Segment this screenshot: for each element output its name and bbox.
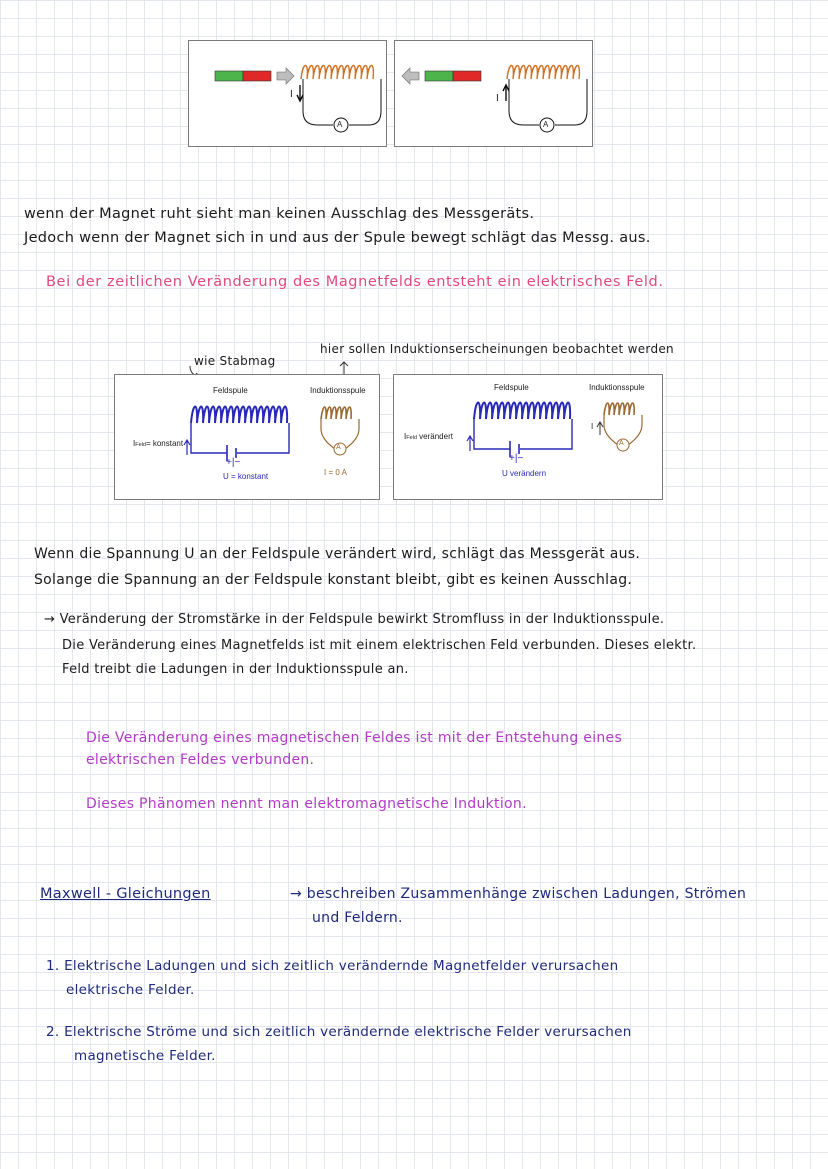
magnet-diagram-b-svg bbox=[395, 41, 592, 146]
coil-diagram-right bbox=[393, 374, 663, 500]
bar-magnet-green-pole bbox=[215, 71, 243, 81]
summary-line-2: elektrischen Feldes verbunden. bbox=[86, 752, 315, 768]
measured-current-label-left: I = 0 A bbox=[324, 468, 347, 477]
arrow-note-line-1: → Veränderung der Stromstärke in der Feldspule bewirkt Stromfluss in der Induktionsspule. bbox=[44, 612, 665, 627]
note-line-1: wenn der Magnet ruht sieht man keinen Ausschlag des Messgeräts. bbox=[24, 206, 535, 222]
feld-current-suffix: verändert bbox=[416, 432, 453, 441]
maxwell-desc-line-2: und Feldern. bbox=[312, 910, 403, 926]
feld-current-arrow-icon bbox=[184, 440, 190, 455]
arrow-note-line-2: Die Veränderung eines Magnetfelds ist mit einem elektrischen Feld verbunden. Dieses elektr. bbox=[62, 638, 697, 653]
feld-current-main: I bbox=[404, 432, 407, 441]
induktionsspule-label-right: Induktionsspule bbox=[589, 383, 645, 392]
annotation-left: wie Stabmag bbox=[194, 354, 276, 368]
induced-current-arrow-icon bbox=[597, 422, 603, 435]
maxwell-item-1-line-2: elektrische Felder. bbox=[66, 982, 195, 998]
maxwell-item-1-line-1: 1. Elektrische Ladungen und sich zeitlich verändernde Magnetfelder verursachen bbox=[46, 958, 619, 974]
field-circuit-left bbox=[191, 423, 289, 453]
maxwell-heading: Maxwell - Gleichungen bbox=[40, 886, 211, 902]
motion-arrow-left-icon bbox=[402, 68, 419, 84]
feld-current-sub: Feld bbox=[135, 442, 146, 448]
feld-current-arrow-icon bbox=[467, 436, 473, 451]
maxwell-item-2-line-1: 2. Elektrische Ströme und sich zeitlich verändernde elektrische Felder verursachen bbox=[46, 1024, 632, 1040]
coil-a bbox=[301, 66, 373, 80]
note2-line-1: Wenn die Spannung U an der Feldspule verändert wird, schlägt das Messgerät aus. bbox=[34, 546, 641, 562]
feld-current-main: I bbox=[133, 439, 136, 448]
feld-current-suffix: = konstant bbox=[145, 439, 184, 448]
maxwell-desc-line-1: → beschreiben Zusammenhänge zwischen Ladungen, Strömen bbox=[290, 886, 747, 902]
field-coil-right bbox=[474, 403, 570, 420]
current-arrow-down-icon bbox=[297, 85, 303, 101]
feld-current-sub: Feld bbox=[406, 435, 417, 441]
magnet-diagram-panel-a bbox=[188, 40, 387, 147]
feld-current-label-right bbox=[404, 432, 453, 441]
summary-line-1: Die Veränderung eines magnetischen Feldes ist mit der Entstehung eines bbox=[86, 730, 623, 746]
field-circuit-right bbox=[474, 419, 572, 449]
induction-coil-left bbox=[321, 407, 351, 419]
field-coil-left bbox=[191, 407, 287, 424]
summary-line-3: Dieses Phänomen nennt man elektromagnetische Induktion. bbox=[86, 796, 527, 812]
feldspule-label-left: Feldspule bbox=[213, 386, 248, 395]
feldspule-label-right: Feldspule bbox=[494, 383, 529, 392]
note-line-2: Jedoch wenn der Magnet sich in und aus der Spule bewegt schlägt das Messg. aus. bbox=[24, 230, 651, 246]
motion-arrow-right-icon bbox=[277, 68, 294, 84]
voltage-label-left: U = konstant bbox=[223, 472, 269, 481]
ammeter-label-left: A bbox=[336, 444, 341, 451]
induction-coil-right bbox=[604, 403, 634, 415]
current-arrow-up-icon bbox=[503, 85, 509, 101]
annotation-top: hier sollen Induktionserscheinungen beobachtet werden bbox=[320, 342, 674, 356]
highlight-line: Bei der zeitlichen Veränderung des Magnetfelds entsteht ein elektrisches Feld. bbox=[46, 274, 664, 290]
ammeter-label-b: A bbox=[543, 120, 549, 129]
induced-current-label-right: I bbox=[591, 422, 594, 431]
voltage-label-right: U verändern bbox=[502, 469, 547, 478]
current-label-b: I bbox=[496, 93, 499, 104]
feld-current-label-left bbox=[133, 439, 183, 448]
induktionsspule-label-left: Induktionsspule bbox=[310, 386, 366, 395]
coil-diagram-left bbox=[114, 374, 380, 500]
bar-magnet-red-pole bbox=[243, 71, 271, 81]
magnet-diagram-panel-b bbox=[394, 40, 593, 147]
arrow-note-line-3: Feld treibt die Ladungen in der Induktionsspule an. bbox=[62, 662, 409, 677]
bar-magnet-green-pole bbox=[425, 71, 453, 81]
battery-symbol-right: +|− bbox=[509, 453, 524, 464]
ammeter-label-a: A bbox=[337, 120, 343, 129]
current-label-a: I bbox=[290, 89, 293, 100]
note2-line-2: Solange die Spannung an der Feldspule konstant bleibt, gibt es keinen Ausschlag. bbox=[34, 572, 633, 588]
ammeter-label-right: A bbox=[619, 440, 624, 447]
coil-b bbox=[507, 66, 579, 80]
bar-magnet-red-pole bbox=[453, 71, 481, 81]
magnet-diagram-a-svg bbox=[189, 41, 386, 146]
battery-symbol-left: +|− bbox=[226, 457, 241, 468]
maxwell-item-2-line-2: magnetische Felder. bbox=[74, 1048, 216, 1064]
